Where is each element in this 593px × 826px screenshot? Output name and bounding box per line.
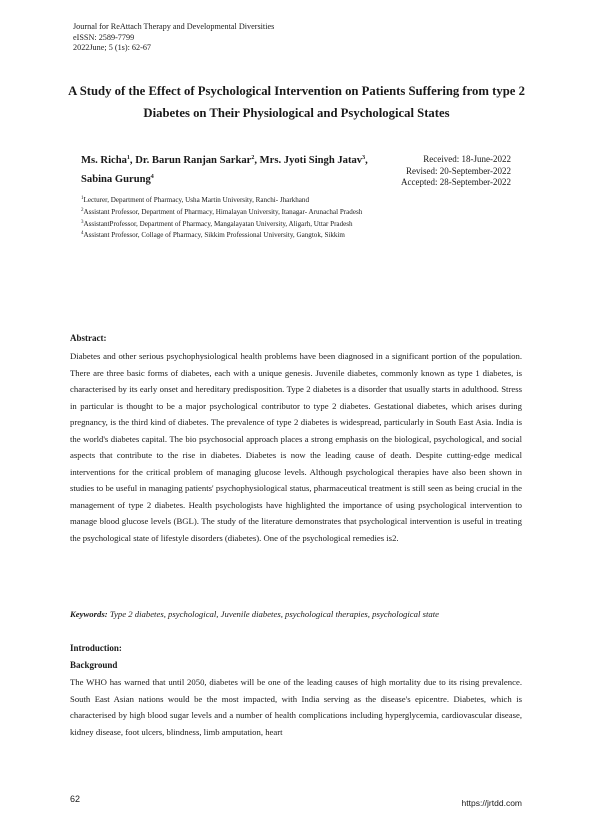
keywords-text: Type 2 diabetes, psychological, Juvenile diabetes, psychological therapies, psychological state [109, 609, 439, 619]
journal-name: Journal for ReAttach Therapy and Developmental Diversities [73, 22, 275, 31]
journal-url-link[interactable]: https://jrtdd.com [461, 798, 522, 808]
keywords-label: Keywords: [70, 609, 108, 619]
affiliation-item [81, 207, 368, 219]
paper-title: A Study of the Effect of Psychological Intervention on Patients Suffering from type 2 Diabetes on Their Physiological and Psychological States [68, 84, 525, 120]
page-number: 62 [70, 794, 81, 804]
journal-header [73, 22, 274, 54]
affiliation-item [81, 230, 368, 242]
author-superscript: 2 [251, 155, 255, 161]
author-separator: , [254, 155, 260, 166]
introduction-body: The WHO has warned that until 2050, diabetes will be one of the leading causes of high mortality due to its rising prevalence. South East Asian nations would be the most impacted, with India serving as the disease's epicentre. Diabetes, which is characterised by high blood sugar levels and a number of health complications including hyperglycemia, cardiovascular disease, kidney disease, foot ulcers, blindness, limb amputation, heart [70, 677, 522, 737]
revised-date: Revised: 20-September-2022 [405, 165, 511, 176]
author-list [81, 151, 381, 189]
affiliation-superscript: 2 [81, 207, 84, 213]
author-name: Sabina Gurung [81, 174, 151, 185]
journal-issue: 2022June; 5 (1s): 62-67 [73, 43, 152, 53]
author-separator: , [129, 155, 136, 166]
author-name: Ms. Richa [81, 155, 127, 166]
affiliation-item [81, 195, 368, 207]
introduction-heading: Introduction: [70, 643, 122, 653]
background-subheading: Background [70, 660, 118, 670]
received-date: Received: 18-June-2022 [423, 154, 511, 164]
accepted-date: Accepted: 28-September-2022 [400, 177, 511, 187]
affiliation-list [81, 195, 368, 242]
author-separator: , [365, 155, 368, 166]
affiliation-item [81, 219, 368, 231]
affiliation-text: Assistant Professor, Collage of Pharmacy, Sikkim Professional University, Gangtok, Sikkim [83, 231, 345, 240]
author-superscript: 3 [362, 155, 366, 161]
affiliation-superscript: 3 [81, 219, 84, 225]
author-name: Mrs. Jyoti Singh Jatav [259, 155, 363, 166]
author-name: Dr. Barun Ranjan Sarkar [135, 155, 252, 166]
abstract-heading: Abstract: [70, 333, 107, 343]
affiliation-text: Lecturer, Department of Pharmacy, Usha Martin University, Ranchi- Jharkhand [83, 196, 310, 204]
keywords-line [70, 608, 522, 620]
affiliation-text: Assistant Professor, Department of Pharmacy, Himalayan University, Itanagar- Arunachal Pradesh [83, 207, 363, 216]
affiliation-superscript: 1 [81, 196, 84, 201]
author-superscript: 1 [126, 155, 130, 161]
abstract-body: Diabetes and other serious psychophysiological health problems have been diagnosed in a significant portion of the population. There are three basic forms of diabetes, each with a unique genesis. Juvenile diabetes, commonly known as type 1 diabetes, is characterised by its early onset and hereditary predisposition. Type 2 diabetes is a disorder that usually starts in adulthood. Stress in particular is thought to be a major psychological contributor to type 2 diabetes. Gestational diabetes, which arises during pregnancy, is the third kind of diabetes. The prevalence of type 2 diabetes is widespread, particularly in South East Asia. India is the world's diabetes capital. The bio psychosocial approach places a strong emphasis on the biological, psychological, and social aspects that contribute to the rise in diabetes. Diabetes is now the leading cause of death. Despite cutting-edge medical interventions for the critical problem of managing glucose levels. Although psychological therapies have also been shown in studies to be useful in managing patients' psychophysiological status, pharmaceutical treatment is still seen as being crucial in the management of type 2 diabetes. Health psychologists have highlighted the importance of using psychological intervention to manage blood glucose levels (BGL). The study of the literature demonstrates that psychological intervention is useful in treating the psychological state of lifestyle disorders (diabetes). One of the psychological remedies is2. [70, 351, 522, 543]
submission-dates [401, 154, 511, 189]
author-superscript: 4 [150, 174, 154, 180]
journal-eissn: eISSN: 2589-7799 [73, 32, 135, 42]
affiliation-superscript: 4 [81, 231, 84, 237]
affiliation-text: AssistantProfessor, Department of Pharmacy, Mangalayatan University, Aligarh, Uttar Pradesh [83, 219, 353, 228]
